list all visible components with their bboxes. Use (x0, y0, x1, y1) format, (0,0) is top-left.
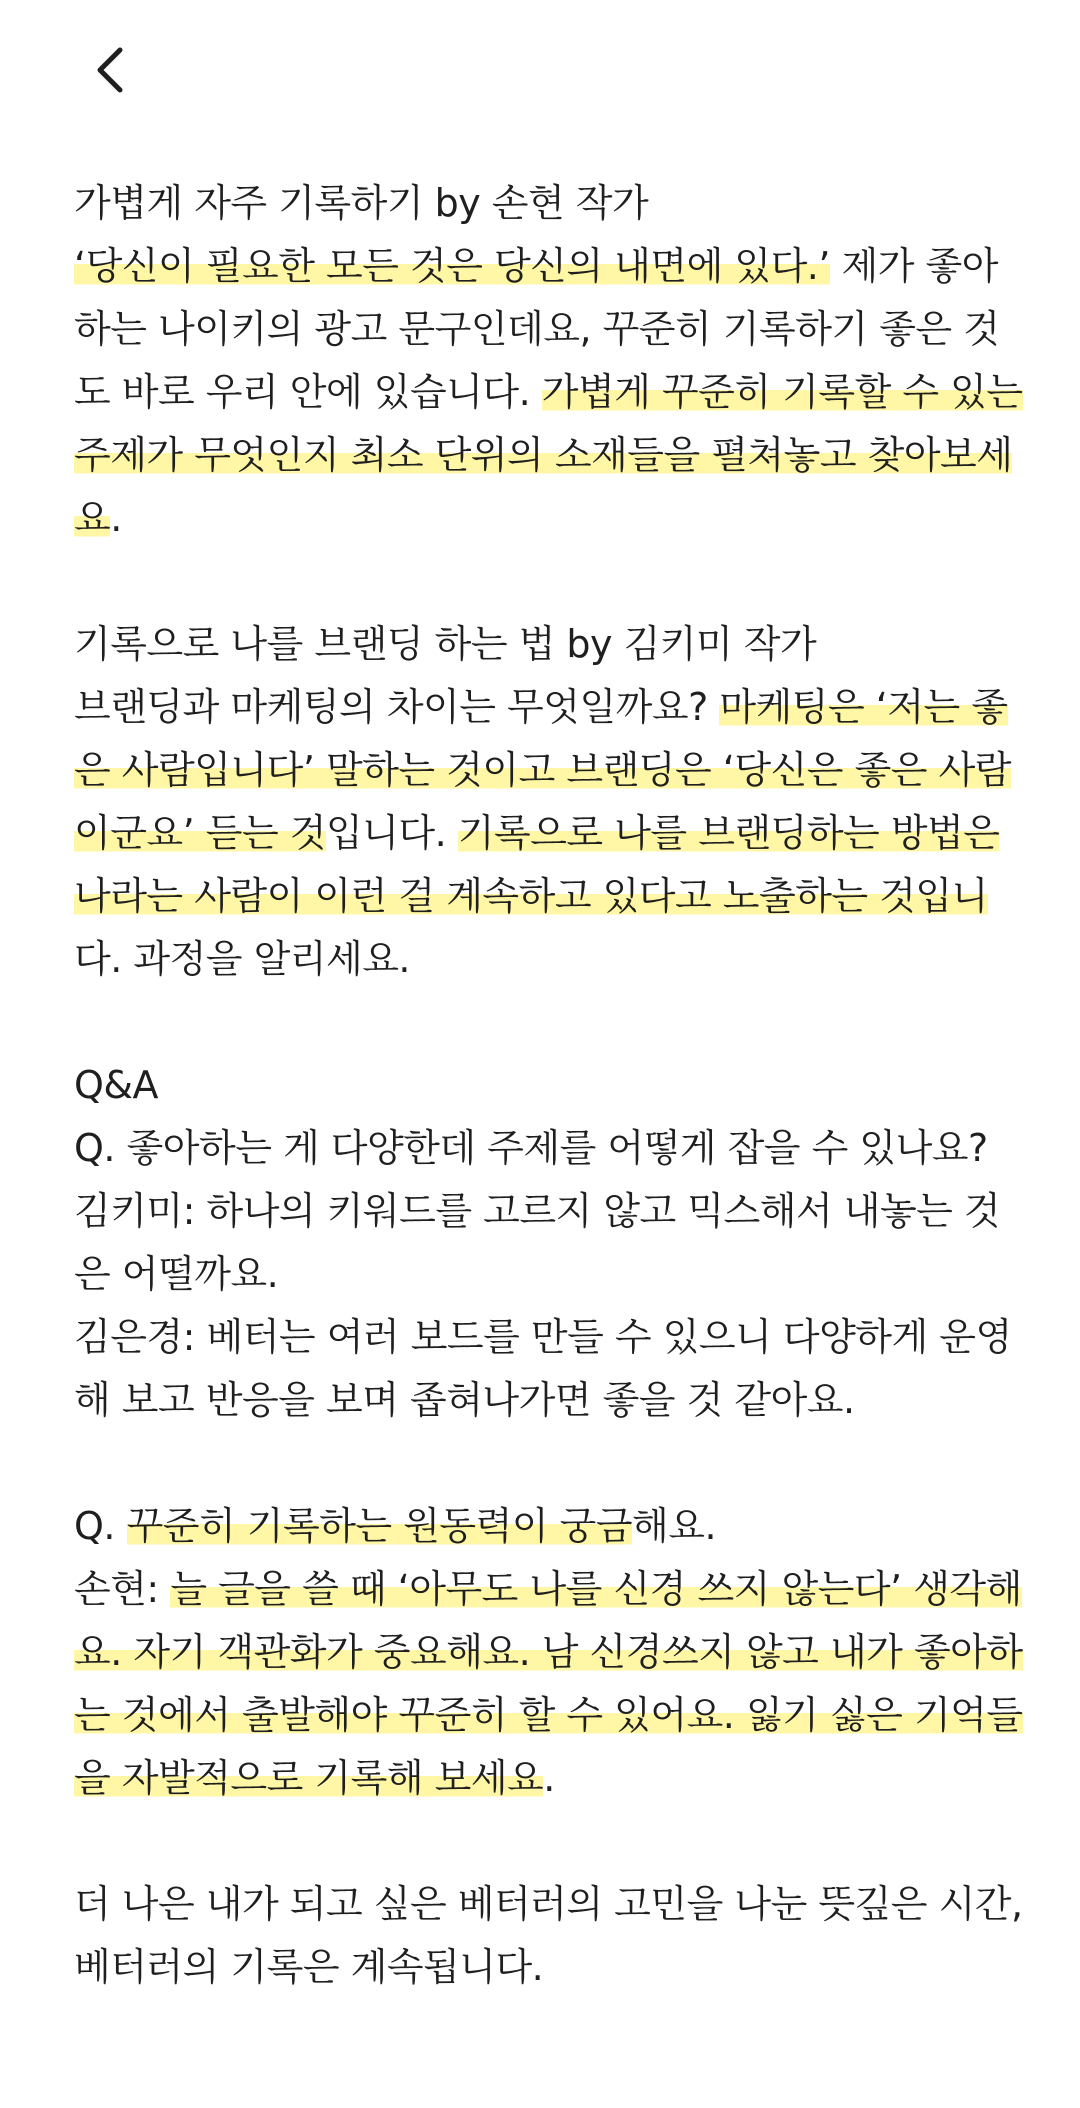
question: Q. 좋아하는 게 다양한데 주제를 어떻게 잡을 수 있나요? (74, 1126, 988, 1170)
section-title: 가볍게 자주 기록하기 by 손현 작가 (74, 181, 649, 225)
highlighted-text: 늘 글을 쓸 때 ‘아무도 나를 신경 쓰지 않는다’ 생각해요. 자기 객관화가 중요해요. 남 신경쓰지 않고 내가 좋아하는 것에서 출발해야 꾸준히 할 수 있어요. 잃기 싫은 기억들을 자발적으로 기록해 보세요 (74, 1567, 1023, 1800)
chevron-left-icon (90, 44, 130, 100)
body-text: . (543, 1756, 555, 1800)
answer: 김키미: 하나의 키워드를 고르지 않고 믹스해서 내놓는 것은 어떨까요. (74, 1189, 1001, 1296)
question (74, 1495, 1034, 1558)
body-text: . (110, 496, 122, 540)
section-body (74, 676, 1034, 991)
highlighted-text: 마케팅은 ‘저는 좋은 사람입니다’ 말하는 것이고 브랜딩은 ‘당신은 좋은 사람이군요’ 듣는 것 (74, 685, 1011, 855)
body-text: 다. 과정을 알리세요. (74, 937, 410, 981)
closing-text: 더 나은 내가 되고 싶은 베터러의 고민을 나눈 뜻깊은 시간, 베터러의 기록은 계속됩니다. (74, 1882, 1023, 1989)
body-text: 브랜딩과 마케팅의 차이는 무엇일까요? (74, 685, 720, 729)
highlighted-text: 가볍게 꾸준히 기록할 수 있는 주제가 무엇인지 최소 단위의 소재들을 펼쳐놓고 찾아보세요 (74, 370, 1023, 540)
answer (74, 1558, 1034, 1810)
highlighted-text: ‘당신이 필요한 모든 것은 당신의 내면에 있다.’ (74, 244, 830, 288)
body-text: 입니다. (326, 811, 458, 855)
back-button[interactable] (78, 40, 142, 104)
body-text: 손현: (74, 1567, 171, 1611)
highlighted-text: 꾸준히 기록하는 원동력이 궁금 (126, 1504, 633, 1548)
highlighted-text: 기록으로 나를 브랜딩하는 방법은 나라는 사람이 이런 걸 계속하고 있다고 노출하는 것입니 (74, 811, 1000, 918)
paragraph-spacer (74, 1810, 1034, 1873)
paragraph-spacer (74, 991, 1034, 1054)
paragraph-spacer (74, 550, 1034, 613)
body-text: Q. (74, 1504, 127, 1548)
answer: 김은경: 베터는 여러 보드를 만들 수 있으니 다양하게 운영해 보고 반응을 보며 좁혀나가면 좋을 것 같아요. (74, 1315, 1012, 1422)
article-content (74, 172, 1034, 1999)
body-text: 해요. (632, 1504, 717, 1548)
paragraph-spacer (74, 1432, 1034, 1495)
section-body (74, 235, 1034, 550)
body-text: 제가 좋아하는 나이키의 광고 문구인데요, 꾸준히 기록하기 좋은 것도 바로 우리 안에 있습니다. (74, 244, 1000, 414)
section-title: 기록으로 나를 브랜딩 하는 법 by 김키미 작가 (74, 622, 817, 666)
qna-heading: Q&A (74, 1063, 159, 1107)
